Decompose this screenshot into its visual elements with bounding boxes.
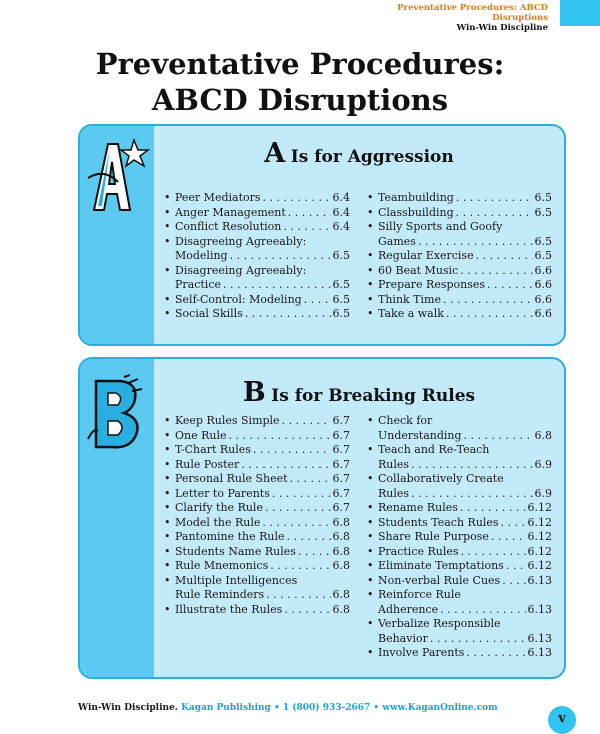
list-item: • Silly Sports and Goofy Games . . . 6.5	[367, 220, 552, 249]
list-item: • Prepare Responses . . . 6.6	[367, 278, 552, 293]
section-b-heading	[154, 377, 564, 408]
list-item: • Collaboratively Create Rules . . . 6.9	[367, 472, 552, 501]
list-item: • Take a walk . . . 6.6	[367, 307, 552, 322]
list-item: • Keep Rules Simple . . . 6.7	[164, 414, 350, 429]
list-item: • Personal Rule Sheet . . . 6.7	[164, 472, 350, 487]
page-title-line2: ABCD Disruptions	[151, 83, 449, 117]
section-b-left-list	[164, 414, 350, 617]
list-item: • One Rule . . . 6.7	[164, 429, 350, 444]
list-item: • Pantomine the Rule . . . 6.8	[164, 530, 350, 545]
list-item: • Rule Poster . . . 6.7	[164, 458, 350, 473]
list-item: • Rename Rules . . . 6.12	[367, 501, 552, 516]
list-item: • Teambuilding . . . 6.5	[367, 191, 552, 206]
list-item: • Anger Management . . . 6.4	[164, 206, 350, 221]
list-item: • Illustrate the Rules . . . 6.8	[164, 603, 350, 618]
list-item: • Share Rule Purpose . . . 6.12	[367, 530, 552, 545]
running-header-title: Preventative Procedures: ABCD Disruptions	[397, 3, 548, 23]
list-item: • Students Name Rules . . . 6.8	[164, 545, 350, 560]
list-item: • T-Chart Rules . . . 6.7	[164, 443, 350, 458]
list-item: • Students Teach Rules . . . 6.12	[367, 516, 552, 531]
list-item: • Involve Parents . . . 6.13	[367, 646, 552, 661]
page-title-line1: Preventative Procedures:	[95, 47, 505, 81]
page-footer	[78, 703, 498, 713]
list-item: • Social Skills . . . 6.5	[164, 307, 350, 322]
running-header-book: Win-Win Discipline	[456, 23, 548, 33]
list-item: • Letter to Parents . . . 6.7	[164, 487, 350, 502]
list-item: • Rule Mnemonics . . . 6.8	[164, 559, 350, 574]
section-a-heading-text: Is for Aggression	[290, 147, 454, 167]
list-item: • Clarify the Rule . . . 6.7	[164, 501, 350, 516]
list-item: • Conflict Resolution . . . 6.4	[164, 220, 350, 235]
section-b-right-list	[367, 414, 552, 661]
list-item: • Check for Understanding . . . 6.8	[367, 414, 552, 443]
letter-a-graphic-icon	[84, 138, 150, 218]
list-item: • Reinforce Rule Adherence . . . 6.13	[367, 588, 552, 617]
list-item: • Think Time . . . 6.6	[367, 293, 552, 308]
section-a-right-list	[367, 191, 552, 322]
list-item: • Practice Rules . . . 6.12	[367, 545, 552, 560]
section-a-heading	[154, 138, 564, 169]
footer-book: Win-Win Discipline.	[78, 703, 178, 713]
list-item: • Non-verbal Rule Cues . . . 6.13	[367, 574, 552, 589]
header-tab	[560, 0, 600, 26]
list-item: • Model the Rule . . . 6.8	[164, 516, 350, 531]
list-item: • Classbuilding . . . 6.5	[367, 206, 552, 221]
section-a-letter: A	[264, 138, 286, 169]
list-item: • Disagreeing Agreeably: Practice . . . 6.5	[164, 264, 350, 293]
list-item: • Regular Exercise . . . 6.5	[367, 249, 552, 264]
list-item: • Peer Mediators . . . 6.4	[164, 191, 350, 206]
section-b-letter: B	[242, 377, 266, 408]
list-item: • Verbalize Responsible Behavior . . . 6.13	[367, 617, 552, 646]
list-item: • Eliminate Temptations . . . 6.12	[367, 559, 552, 574]
page-title	[0, 46, 600, 118]
section-b-heading-text: Is for Breaking Rules	[271, 386, 476, 406]
list-item: • Disagreeing Agreeably: Modeling . . . 6.5	[164, 235, 350, 264]
section-a-box	[78, 124, 566, 346]
running-header	[360, 0, 600, 33]
list-item: • Teach and Re-Teach Rules . . . 6.9	[367, 443, 552, 472]
section-a-left-list	[164, 191, 350, 322]
footer-contact: • 1 (800) 933-2667 • www.KaganOnline.com	[270, 703, 498, 713]
page-number-badge	[548, 706, 576, 734]
footer-publisher: Kagan Publishing	[181, 703, 271, 713]
list-item: • Multiple Intelligences Rule Reminders . . . 6.8	[164, 574, 350, 603]
letter-b-graphic-icon	[84, 373, 150, 453]
list-item: • Self-Control: Modeling . . . 6.5	[164, 293, 350, 308]
page-number: v	[558, 711, 566, 726]
section-b-box	[78, 357, 566, 679]
list-item: • 60 Beat Music . . . 6.6	[367, 264, 552, 279]
